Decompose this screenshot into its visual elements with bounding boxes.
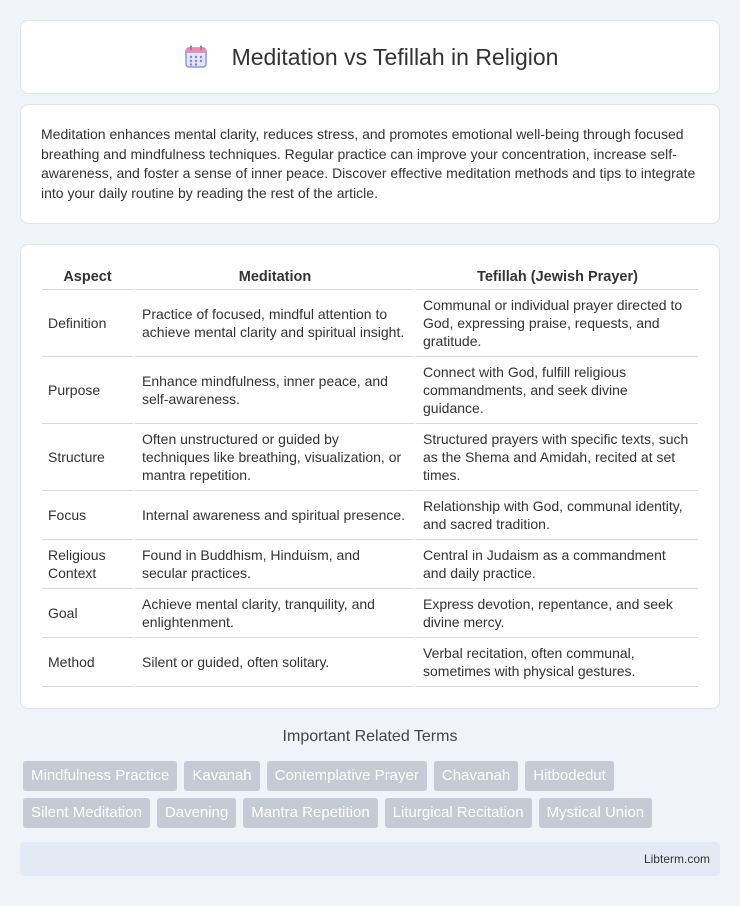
header-meditation: Meditation <box>133 263 414 290</box>
table-row <box>42 290 698 357</box>
cell-tefillah: Central in Judaism as a commandment and daily practice. <box>414 540 698 589</box>
intro-text: Meditation enhances mental clarity, reduces stress, and promotes emotional well-being through focused breathing and mindfulness techniques. Regular practice can improve your concentration, increase self-awareness, and foster a sense of inner peace. Discover effective meditation methods and tips to integrate into your daily routine by reading the rest of the article. <box>41 126 696 201</box>
tag-mystical-union[interactable]: Mystical Union <box>539 798 653 828</box>
related-terms-title: Important Related Terms <box>282 728 458 745</box>
cell-aspect: Religious Context <box>42 540 133 589</box>
cell-tefillah: Communal or individual prayer directed to God, expressing praise, requests, and gratitude. <box>414 290 698 357</box>
cell-meditation: Found in Buddhism, Hinduism, and secular practices. <box>133 540 414 589</box>
cell-meditation: Achieve mental clarity, tranquility, and enlightenment. <box>133 589 414 638</box>
title-card <box>20 20 720 94</box>
cell-aspect: Focus <box>42 491 133 540</box>
tag-silent-meditation[interactable]: Silent Meditation <box>23 798 150 828</box>
tag-hitbodedut[interactable]: Hitbodedut <box>525 761 614 791</box>
tag-liturgical-recitation[interactable]: Liturgical Recitation <box>385 798 532 828</box>
related-terms-list <box>23 761 723 828</box>
cell-tefillah: Structured prayers with specific texts, such as the Shema and Amidah, recited at set times. <box>414 424 698 491</box>
cell-meditation: Enhance mindfulness, inner peace, and self-awareness. <box>133 357 414 424</box>
page-title: Meditation vs Tefillah in Religion <box>231 43 559 70</box>
table-row <box>42 540 698 589</box>
calendar-icon <box>182 43 210 71</box>
footer <box>20 842 720 876</box>
cell-aspect: Structure <box>42 424 133 491</box>
table-row <box>42 491 698 540</box>
table-row <box>42 638 698 687</box>
tag-davening[interactable]: Davening <box>157 798 236 828</box>
table-row <box>42 589 698 638</box>
cell-aspect: Purpose <box>42 357 133 424</box>
header-tefillah: Tefillah (Jewish Prayer) <box>414 263 698 290</box>
tag-chavanah[interactable]: Chavanah <box>434 761 518 791</box>
comparison-card <box>20 244 720 709</box>
cell-tefillah: Relationship with God, communal identity, and sacred tradition. <box>414 491 698 540</box>
cell-meditation: Internal awareness and spiritual presence. <box>133 491 414 540</box>
footer-link[interactable]: Libterm.com <box>643 852 710 866</box>
cell-meditation: Often unstructured or guided by techniques like breathing, visualization, or mantra repetition. <box>133 424 414 491</box>
cell-aspect: Goal <box>42 589 133 638</box>
intro-card <box>20 104 720 224</box>
cell-tefillah: Express devotion, repentance, and seek divine mercy. <box>414 589 698 638</box>
tag-contemplative-prayer[interactable]: Contemplative Prayer <box>267 761 427 791</box>
cell-tefillah: Connect with God, fulfill religious commandments, and seek divine guidance. <box>414 357 698 424</box>
cell-meditation: Practice of focused, mindful attention to achieve mental clarity and spiritual insight. <box>133 290 414 357</box>
header-aspect: Aspect <box>42 263 133 290</box>
table-row <box>42 357 698 424</box>
cell-aspect: Method <box>42 638 133 687</box>
table-header-row <box>42 263 698 290</box>
table-row <box>42 424 698 491</box>
comparison-table <box>42 263 698 687</box>
cell-tefillah: Verbal recitation, often communal, sometimes with physical gestures. <box>414 638 698 687</box>
tag-mindfulness-practice[interactable]: Mindfulness Practice <box>23 761 177 791</box>
cell-aspect: Definition <box>42 290 133 357</box>
tag-mantra-repetition[interactable]: Mantra Repetition <box>243 798 377 828</box>
tag-kavanah[interactable]: Kavanah <box>184 761 259 791</box>
cell-meditation: Silent or guided, often solitary. <box>133 638 414 687</box>
